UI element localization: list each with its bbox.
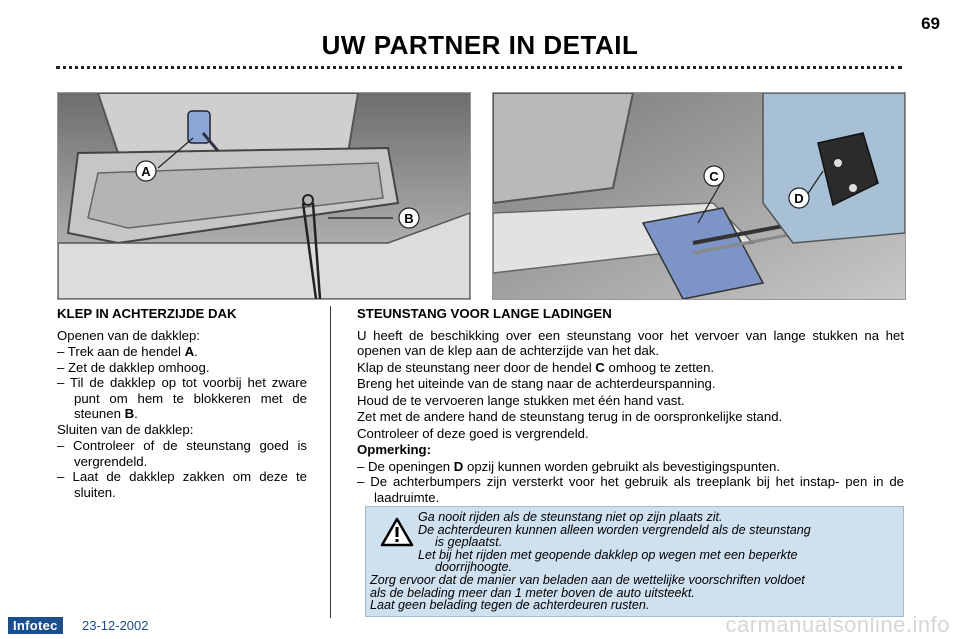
section-roof-flap xyxy=(57,306,307,500)
footer-date: 23-12-2002 xyxy=(82,618,149,633)
open-step-2: – Zet de dakklep omhoog. xyxy=(57,359,210,375)
callout-b: B xyxy=(404,211,414,226)
brand-badge: Infotec xyxy=(8,617,63,634)
section-support-bar xyxy=(357,306,904,505)
close-step-1: – Controleer of de steunstang goed is vergrendeld. xyxy=(57,438,307,469)
column-divider xyxy=(330,306,331,618)
open-intro: Openen van de dakklep: xyxy=(57,327,200,343)
open-step-1: – Trek aan de hendel A. xyxy=(57,344,198,359)
section-heading: KLEP IN ACHTERZIJDE DAK xyxy=(57,306,237,321)
paragraph: Breng het uiteinde van de stang naar de achterdeurspanning. xyxy=(357,376,716,391)
callout-c: C xyxy=(709,169,719,184)
open-step-3: – Til de dakklep op tot voorbij het zware punt om hem te blokkeren met de steunen B. xyxy=(57,375,307,421)
paragraph: Klap de steunstang neer door de hendel C omhoog te zetten. xyxy=(357,359,715,375)
callout-a: A xyxy=(141,164,151,179)
note-item: – De achterbumpers zijn versterkt voor het gebruik als treeplank bij het instap- pen in de laadruimte. xyxy=(357,474,904,505)
paragraph: Zet met de andere hand de steunstang terug in de oorspronkelijke stand. xyxy=(357,409,783,424)
paragraph: U heeft de beschikking over een steunstang voor het vervoer van lange stukken na het openen van de klep aan de achterzijde van het dak. xyxy=(357,327,904,358)
watermark: carmanualsonline.info xyxy=(725,612,950,637)
dotted-divider xyxy=(56,66,902,69)
close-step-2: – Laat de dakklep zakken om deze te sluiten. xyxy=(57,469,307,500)
section-heading: STEUNSTANG VOOR LANGE LADINGEN xyxy=(357,306,612,321)
close-intro: Sluiten van de dakklep: xyxy=(57,421,194,437)
illustration-roof-flap xyxy=(57,92,471,300)
paragraph: Houd de te vervoeren lange stukken met één hand vast. xyxy=(357,392,685,408)
page-number: 69 xyxy=(921,14,940,33)
page-title: UW PARTNER IN DETAIL xyxy=(321,30,639,60)
warning-box xyxy=(365,506,904,617)
paragraph: Controleer of deze goed is vergrendeld. xyxy=(357,425,589,441)
illustration-support-bar xyxy=(492,92,906,300)
callout-d: D xyxy=(794,191,804,206)
warning-text: Ga nooit rijden als de steunstang niet op zijn plaats zit. De achterdeuren kunnen alleen worden vergrendeld als de steunstang is geplaatst. Let bij het rijden met geopende dakklep op wegen met een beperkte doorrijhoogte. Zorg ervoor dat de manier van beladen aan de wettelijke voorschriften voldoet als de belading meer dan 1 meter boven de auto uitsteekt. Laat geen belading tegen de achterdeuren rusten. xyxy=(370,510,811,613)
note-heading: Opmerking: xyxy=(357,442,432,457)
note-item: – De openingen D opzij kunnen worden gebruikt als bevestigingspunten. xyxy=(357,458,781,474)
